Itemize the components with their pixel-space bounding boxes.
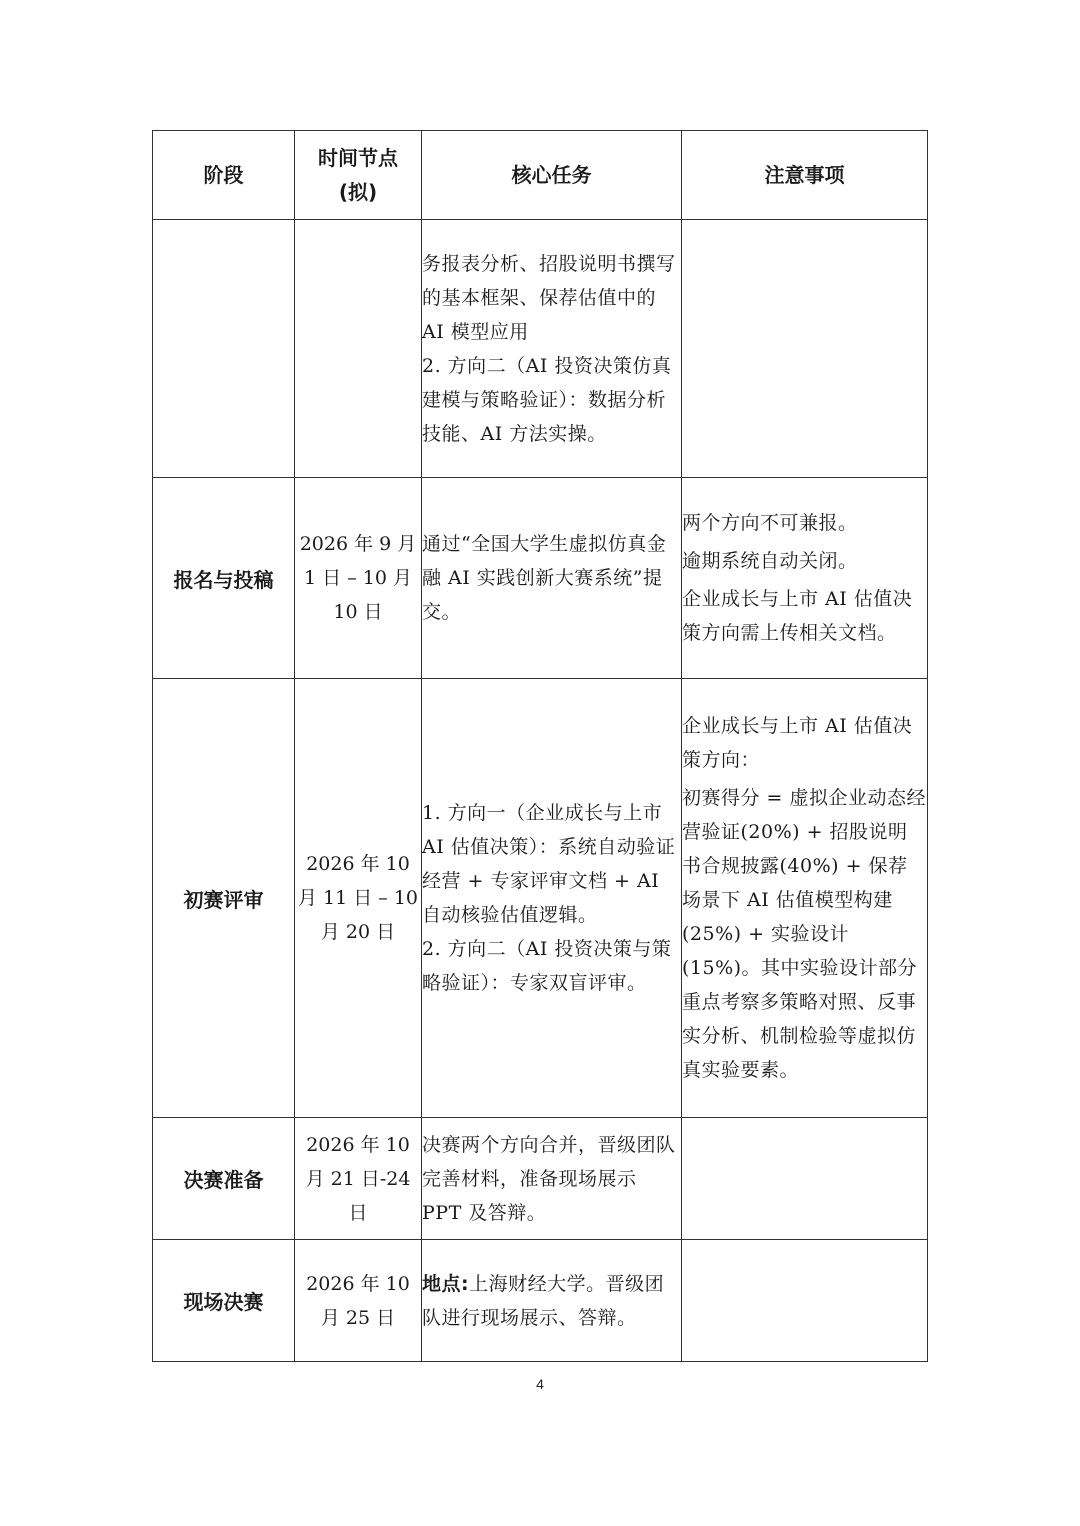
table-header-row [153,131,928,220]
header-task: 核心任务 [422,131,682,220]
time-cell: 2026 年 10 月 11 日 – 10 月 20 日 [295,679,422,1118]
location-label: 地点: [422,1272,470,1295]
header-stage: 阶段 [153,131,295,220]
stage-cell: 报名与投稿 [153,478,295,679]
stage-cell [153,220,295,478]
time-cell: 2026 年 10 月 21 日-24 日 [295,1118,422,1240]
note-line: 企业成长与上市 AI 估值决策方向： [682,715,913,771]
note-cell [682,1240,928,1362]
stage-cell: 决赛准备 [153,1118,295,1240]
note-cell [682,220,928,478]
page-number: 4 [536,1376,544,1392]
time-cell: 2026 年 10 月 25 日 [295,1240,422,1362]
task-line: 通过“全国大学生虚拟仿真金融 AI 实践创新大赛系统”提交。 [422,533,667,623]
table-row [153,1118,928,1240]
task-line: 决赛两个方向合并，晋级团队完善材料，准备现场展示 PPT 及答辩。 [422,1133,676,1224]
task-cell [422,1240,682,1362]
note-cell [682,679,928,1118]
time-cell: 2026 年 9 月 1 日 – 10 月 10 日 [295,478,422,679]
task-line [422,1267,681,1335]
note-cell [682,1118,928,1240]
schedule-table [152,130,928,1362]
header-note: 注意事项 [682,131,928,220]
header-time-line2: (拟) [338,180,378,204]
note-line: 逾期系统自动关闭。 [682,550,858,572]
table-row [153,478,928,679]
task-cell [422,679,682,1118]
note-line: 两个方向不可兼报。 [682,512,858,534]
table-row [153,220,928,478]
task-line: 务报表分析、招股说明书撰写的基本框架、保荐估值中的 AI 模型应用 [422,252,676,343]
time-cell [295,220,422,478]
note-line: 初赛得分 = 虚拟企业动态经营验证(20%) + 招股说明书合规披露(40%) + 保荐场景下 AI 估值模型构建(25%) + 实验设计(15%)。其中实验设计部分重点考察多策略对照、反事实分析、机制检验等虚拟仿真实验要素。 [682,787,926,1081]
task-line: 1. 方向一（企业成长与上市 AI 估值决策）：系统自动验证经营 + 专家评审文档 + AI 自动核验估值逻辑。 [422,802,676,926]
header-time-line1: 时间节点 [318,146,398,170]
task-cell [422,220,682,478]
header-time [295,131,422,220]
note-cell [682,478,928,679]
stage-cell: 现场决赛 [153,1240,295,1362]
stage-cell: 初赛评审 [153,679,295,1118]
task-line: 2. 方向二（AI 投资决策与策略验证）：专家双盲评审。 [422,938,672,994]
table-row [153,679,928,1118]
task-line: 2. 方向二（AI 投资决策仿真建模与策略验证）：数据分析技能、AI 方法实操。 [422,354,672,445]
location-text: 上海财经大学。晋级团队进行现场展示、答辩。 [422,1272,665,1329]
task-cell [422,478,682,679]
task-cell [422,1118,682,1240]
note-line: 企业成长与上市 AI 估值决策方向需上传相关文档。 [682,588,913,644]
table-row [153,1240,928,1362]
